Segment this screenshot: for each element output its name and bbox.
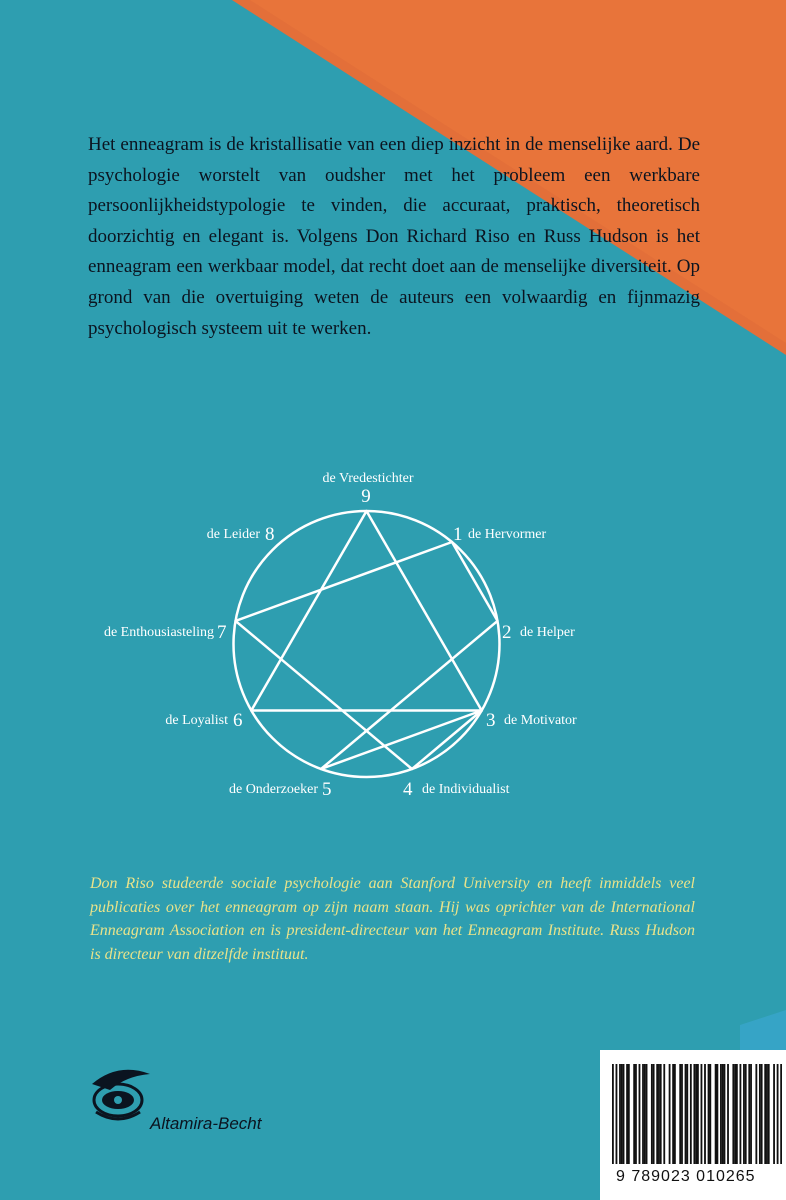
barcode-bar bbox=[656, 1064, 658, 1164]
barcode-bar bbox=[748, 1064, 750, 1164]
barcode-bar bbox=[743, 1064, 745, 1164]
barcode-bar bbox=[761, 1064, 763, 1164]
barcode-bar bbox=[658, 1064, 660, 1164]
barcode-bar bbox=[681, 1064, 683, 1164]
type-7-number: 7 bbox=[217, 622, 227, 643]
type-8-label: de Leider bbox=[206, 527, 260, 542]
barcode-bar bbox=[720, 1064, 722, 1164]
type-9-number: 9 bbox=[361, 486, 371, 507]
barcode-bar bbox=[669, 1064, 671, 1164]
barcode-bar bbox=[764, 1064, 766, 1164]
barcode-bar bbox=[619, 1064, 621, 1164]
barcode-area bbox=[600, 1050, 786, 1200]
barcode-bar bbox=[780, 1064, 782, 1164]
barcode-bar bbox=[736, 1064, 738, 1164]
barcode-bar bbox=[626, 1064, 628, 1164]
barcode-bar bbox=[639, 1064, 641, 1164]
enneagram-triangle bbox=[251, 511, 481, 711]
barcode-bar bbox=[716, 1064, 718, 1164]
barcode-bar bbox=[773, 1064, 775, 1164]
type-9-label: de Vredestichter bbox=[322, 471, 414, 486]
isbn-number: 9 789023 010265 bbox=[616, 1168, 756, 1185]
type-1-label: de Hervormer bbox=[468, 527, 547, 542]
type-7-label: de Enthousiasteling bbox=[103, 625, 214, 640]
enneagram-diagram bbox=[0, 460, 786, 820]
barcode-bar bbox=[701, 1064, 703, 1164]
type-2-number: 2 bbox=[502, 622, 512, 643]
barcode-bar bbox=[755, 1064, 757, 1164]
author-bio: Don Riso studeerde sociale psychologie aan Stanford University en heeft inmiddels veel publicaties over het enneagram op zijn naam staan. Hij was oprichter van de International Enneagram Association en is president-directeur van het Enneagram Institute. Russ Hudson is directeur van ditzelfde instituut. bbox=[90, 875, 695, 963]
barcode-bar bbox=[633, 1064, 635, 1164]
barcode-bar bbox=[663, 1064, 665, 1164]
barcode-bar bbox=[623, 1064, 625, 1164]
type-4-number: 4 bbox=[403, 779, 413, 800]
publisher-name: Altamira-Becht bbox=[150, 1114, 262, 1133]
type-3-number: 3 bbox=[486, 710, 496, 731]
barcode-bar bbox=[672, 1064, 674, 1164]
barcode-bar bbox=[653, 1064, 655, 1164]
barcode-bar bbox=[722, 1064, 724, 1164]
barcode-bar bbox=[660, 1064, 662, 1164]
barcode-bar bbox=[750, 1064, 752, 1164]
description-text: Het enneagram is de kristallisatie van een diep inzicht in de menselijke aard. De psychologie worstelt van oudsher met het probleem een werkbare persoonlijkheidstypologie te vinden, die accuraat, praktisch, theoretisch doorzichtig en elegant is. Volgens Don Richard Riso en Russ Hudson is het enneagram een werkbaar model, dat recht doet aan de menselijke diversiteit. Op grond van die overtuiging weten de auteurs een volwaardig en fijnmazig psychologisch systeem uit te werken. bbox=[88, 134, 700, 339]
barcode-bar bbox=[644, 1064, 646, 1164]
barcode-icon bbox=[612, 1064, 782, 1164]
barcode-bar bbox=[704, 1064, 706, 1164]
barcode-bar bbox=[612, 1064, 614, 1164]
type-5-label: de Onderzoeker bbox=[228, 782, 318, 797]
barcode-bar bbox=[695, 1064, 697, 1164]
barcode-bar bbox=[690, 1064, 692, 1164]
barcode-bar bbox=[635, 1064, 637, 1164]
barcode-bar bbox=[621, 1064, 623, 1164]
barcode-bar bbox=[777, 1064, 779, 1164]
barcode-bar bbox=[745, 1064, 747, 1164]
barcode-bar bbox=[708, 1064, 710, 1164]
type-1-number: 1 bbox=[453, 524, 463, 545]
barcode-bar bbox=[693, 1064, 695, 1164]
barcode-bar bbox=[768, 1064, 770, 1164]
type-6-number: 6 bbox=[233, 710, 243, 731]
barcode-bar bbox=[679, 1064, 681, 1164]
barcode-bar bbox=[715, 1064, 717, 1164]
barcode-bar bbox=[616, 1064, 618, 1164]
barcode-bar bbox=[724, 1064, 726, 1164]
barcode-bar bbox=[642, 1064, 644, 1164]
barcode-bar bbox=[734, 1064, 736, 1164]
barcode-bar bbox=[709, 1064, 711, 1164]
barcode-bar bbox=[646, 1064, 648, 1164]
type-5-number: 5 bbox=[322, 779, 332, 800]
barcode-bar bbox=[759, 1064, 761, 1164]
type-4-label: de Individualist bbox=[422, 782, 510, 797]
barcode-bar bbox=[674, 1064, 676, 1164]
barcode-bar bbox=[727, 1064, 729, 1164]
type-3-label: de Motivator bbox=[504, 713, 577, 728]
enneagram-circle bbox=[234, 511, 500, 777]
enneagram-hexad bbox=[236, 542, 498, 769]
type-2-label: de Helper bbox=[520, 625, 575, 640]
barcode-bar bbox=[766, 1064, 768, 1164]
barcode-bar bbox=[697, 1064, 699, 1164]
barcode-bar bbox=[628, 1064, 630, 1164]
type-8-number: 8 bbox=[265, 524, 275, 545]
barcode-bar bbox=[685, 1064, 687, 1164]
barcode-bar bbox=[732, 1064, 734, 1164]
barcode-bar bbox=[740, 1064, 742, 1164]
type-6-label: de Loyalist bbox=[165, 713, 228, 728]
barcode-bar bbox=[651, 1064, 653, 1164]
barcode-bar bbox=[686, 1064, 688, 1164]
